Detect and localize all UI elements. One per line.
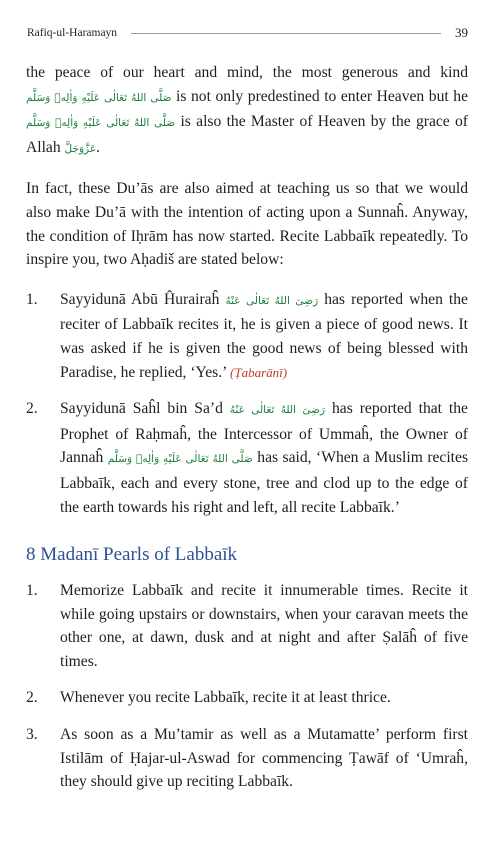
hadith-body: has reported that the Prophet of Raḥmaĥ, the Intercessor of Ummaĥ, the Owner of Jannaĥ (60, 400, 468, 467)
pearl-text: As soon as a Mu’tamir as well as a Mutamatte’ perform first Istilām of Ḥajar-ul-Aswad for commencing Ṭawāf of ‘Umraĥ, they should give up reciting Labbaīk. (60, 726, 468, 791)
item-number: 2. (26, 400, 38, 418)
spacer (26, 710, 468, 723)
arabic-blessing: رَضِىَ اللهُ تَعَالٰى عَنْهُ (225, 294, 319, 307)
hadith-text (60, 288, 468, 384)
arabic-blessing: رَضِىَ اللهُ تَعَالٰى عَنْهُ (229, 404, 326, 417)
item-number: 1. (26, 582, 38, 600)
running-title: Rafiq-ul-Haramayn (27, 27, 118, 39)
arabic-salutation: صَلَّى اللهُ تَعَالٰى عَلَيْهِ وَاٰلِهٖ وَسَلَّم (26, 91, 172, 104)
intro-line-d: . (96, 138, 101, 156)
intro-line-b: is not only predestined to enter Heaven but he (171, 87, 468, 105)
page-body (26, 61, 468, 794)
hadith-narrator: Sayyidunā Saĥl bin Sa’d (60, 400, 230, 418)
hadith-text (60, 397, 468, 519)
arabic-salutation: صَلَّى اللهُ تَعَالٰى عَلَيْهِ وَاٰلِهٖ وَسَلَّم (26, 117, 176, 130)
list-item (26, 288, 468, 384)
page-number: 39 (455, 25, 468, 40)
hadith-narrator: Sayyidunā Abū Ĥurairaĥ (60, 290, 226, 308)
spacer (26, 673, 468, 686)
arabic-salutation: صَلَّى اللهُ تَعَالٰى عَلَيْهِ وَاٰلِهٖ وَسَلَّم (107, 453, 253, 466)
pearl-text: Memorize Labbaīk and recite it innumerable times. Recite it while going upstairs or downstairs, when your caravan meets the other one, at dawn, dusk and at night and after Ṣalāĥ of five times. (60, 582, 468, 670)
list-item (26, 723, 468, 794)
pearls-list (26, 579, 468, 794)
hadith-reference: (Ṭabarānī) (230, 364, 288, 380)
list-item (26, 686, 468, 710)
intro-line-c: is also the Master of Heaven by the grace of Allah (26, 113, 468, 156)
page-header (27, 24, 468, 42)
intro-line-a: the peace of our heart and mind, the most generous and kind (26, 64, 468, 81)
header-rule (131, 33, 441, 34)
hadith-body: has said, ‘When a Muslim recites Labbaīk, each and every stone, tree and clod up to the edge of the earth towards his right and left, all recite Labbaīk.’ (60, 449, 469, 516)
list-item (26, 579, 468, 673)
hadith-body: has reported when the reciter of Labbaīk recites it, he is given a piece of good news. It was asked if he is given the good news of being blessed with Paradise, he replied, ‘Yes.’ (60, 290, 468, 381)
intro-paragraph (26, 61, 468, 161)
item-number: 1. (26, 290, 38, 308)
arabic-exaltation: عَزَّوَجَلَّ (64, 142, 97, 155)
section-heading: 8 Madanī Pearls of Labbaīk (26, 544, 238, 566)
pearl-text: Whenever you recite Labbaīk, recite it at least thrice. (60, 689, 391, 707)
item-number: 3. (26, 726, 38, 744)
hadith-list (26, 288, 468, 519)
duas-paragraph: In fact, these Du’ās are also aimed at teaching us so that we would also make Du’ā with the intention of acting upon a Sunnaĥ. Anyway, the condition of Iḥrām has now started. Recite Labbaīk repeatedly. To inspire you, two Aḥadiš are stated below: (26, 180, 468, 269)
list-item (26, 397, 468, 519)
item-number: 2. (26, 689, 38, 707)
spacer (26, 384, 468, 397)
